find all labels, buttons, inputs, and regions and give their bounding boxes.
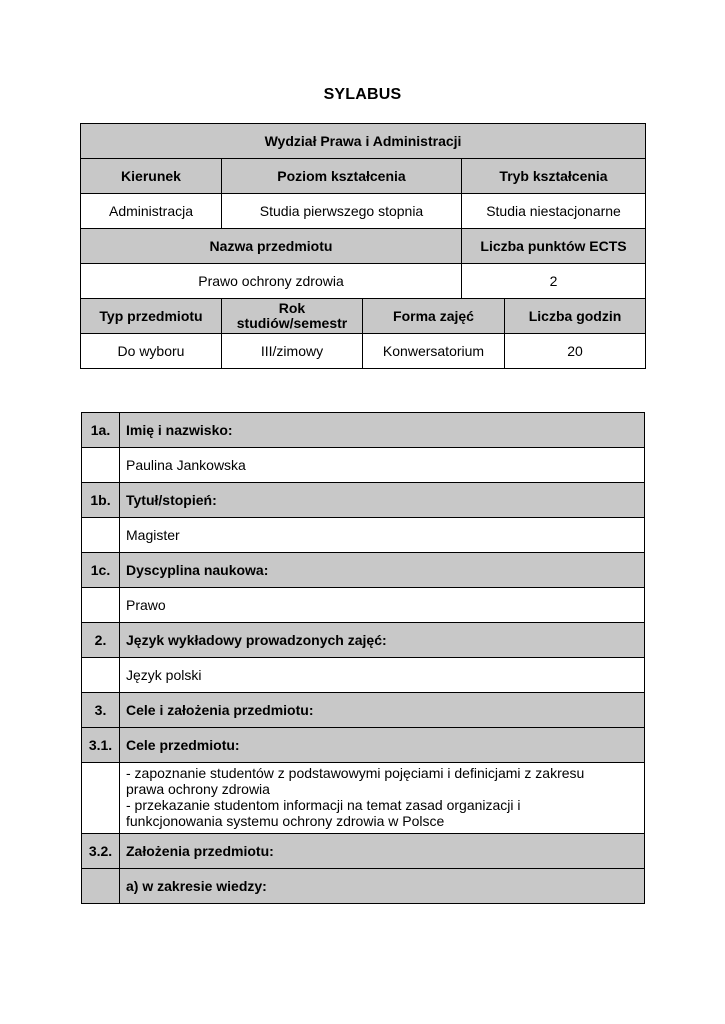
goal-line: - przekazanie studentom informacji na temat zasad organizacji i [126, 797, 521, 813]
section-number: 1c. [82, 553, 120, 588]
section-number [82, 869, 120, 904]
section-label-knowledge: a) w zakresie wiedzy: [120, 869, 645, 904]
header-rok-line2: studiów/semestr [236, 315, 348, 331]
section-label-goals: Cele i założenia przedmiotu: [120, 693, 645, 728]
section-label-name: Imię i nazwisko: [120, 413, 645, 448]
faculty-name: Wydział Prawa i Administracji [81, 124, 646, 159]
header-rok [222, 299, 363, 334]
header-tryb: Tryb kształcenia [462, 159, 646, 194]
value-ects: 2 [462, 264, 646, 299]
value-typ: Do wyboru [81, 334, 222, 369]
section-label-title: Tytuł/stopień: [120, 483, 645, 518]
header-forma: Forma zajęć [363, 299, 505, 334]
header-rok-line1: Rok [278, 300, 306, 316]
section-value-discipline: Prawo [120, 588, 645, 623]
value-rok: III/zimowy [222, 334, 363, 369]
value-godziny: 20 [505, 334, 646, 369]
section-value-title: Magister [120, 518, 645, 553]
section-number: 3.1. [82, 728, 120, 763]
section-number: 2. [82, 623, 120, 658]
section-number: 1a. [82, 413, 120, 448]
section-value-language: Język polski [120, 658, 645, 693]
syllabus-sections-table [81, 412, 645, 904]
value-poziom: Studia pierwszego stopnia [222, 194, 462, 229]
section-value-course-goals [120, 763, 645, 834]
header-kierunek: Kierunek [81, 159, 222, 194]
goal-line: - zapoznanie studentów z podstawowymi pojęciami i definicjami z zakresu [126, 765, 585, 781]
value-tryb: Studia niestacjonarne [462, 194, 646, 229]
section-number: 1b. [82, 483, 120, 518]
value-kierunek: Administracja [81, 194, 222, 229]
header-godziny: Liczba godzin [505, 299, 646, 334]
header-typ: Typ przedmiotu [81, 299, 222, 334]
value-forma: Konwersatorium [363, 334, 505, 369]
section-number: 3.2. [82, 834, 120, 869]
header-ects: Liczba punktów ECTS [462, 229, 646, 264]
header-subject-name: Nazwa przedmiotu [81, 229, 462, 264]
section-label-discipline: Dyscyplina naukowa: [120, 553, 645, 588]
goal-line: prawa ochrony zdrowia [126, 781, 270, 797]
section-number: 3. [82, 693, 120, 728]
section-value-name: Paulina Jankowska [120, 448, 645, 483]
page-title: SYLABUS [323, 86, 402, 103]
header-poziom: Poziom kształcenia [222, 159, 462, 194]
course-info-table [80, 123, 646, 369]
goal-line: funkcjonowania systemu ochrony zdrowia w Polsce [126, 813, 445, 829]
section-label-language: Język wykładowy prowadzonych zajęć: [120, 623, 645, 658]
section-label-course-goals: Cele przedmiotu: [120, 728, 645, 763]
section-label-assumptions: Założenia przedmiotu: [120, 834, 645, 869]
value-subject-name: Prawo ochrony zdrowia [81, 264, 462, 299]
